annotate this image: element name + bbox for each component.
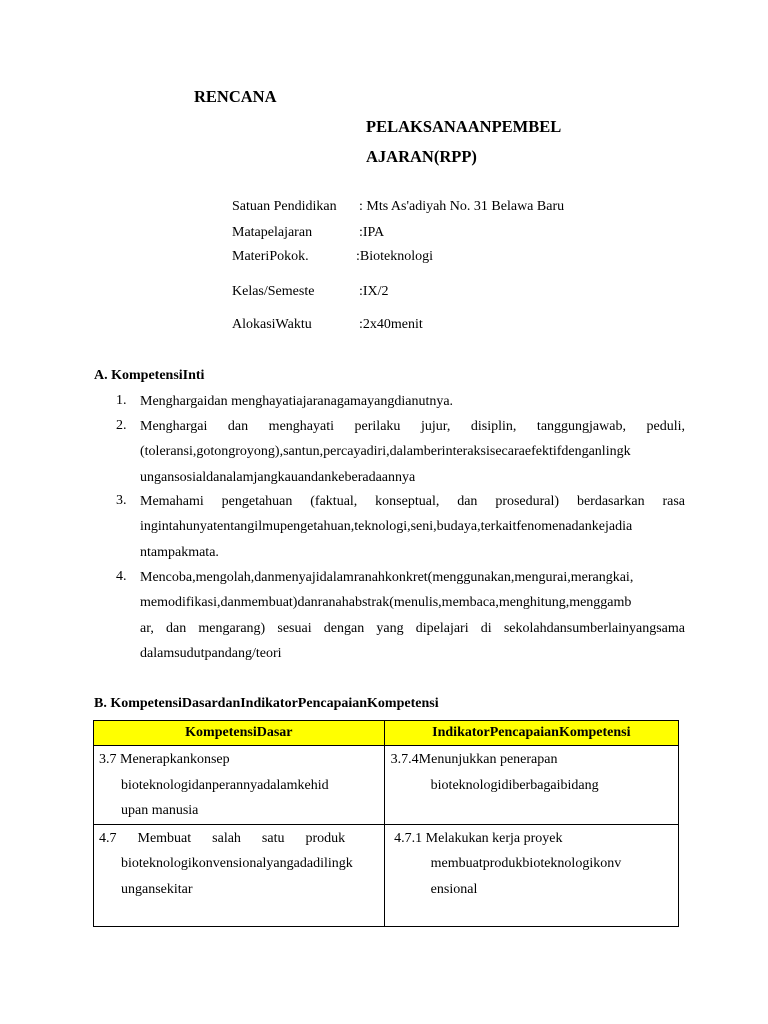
ipk-cont-line: ensional bbox=[430, 881, 478, 897]
identity-label-alokasi: AlokasiWaktu bbox=[232, 317, 312, 332]
item-2-number: 2. bbox=[116, 418, 127, 433]
item-3-number: 3. bbox=[116, 493, 127, 508]
section-a-heading: A. KompetensiInti bbox=[94, 368, 205, 383]
identity-value-kelas: :IX/2 bbox=[359, 284, 389, 299]
kd-cell bbox=[94, 824, 385, 926]
identity-value-satuan: : Mts As'adiyah No. 31 Belawa Baru bbox=[359, 199, 565, 214]
item-3-text bbox=[140, 489, 685, 565]
table-header-row bbox=[94, 721, 679, 746]
item-4-line: Mencoba,mengolah,danmenyajidalamranahkonkret(menggunakan,mengurai,merangkai, bbox=[140, 570, 634, 585]
kd-cont-line: ungansekitar bbox=[121, 881, 193, 897]
section-b-heading: B. KompetensiDasardanIndikatorPencapaianKompetensi bbox=[94, 696, 439, 711]
item-3-line: ingintahunyatentangilmupengetahuan,teknologi,seni,budaya,terkaitfenomenadankejadia bbox=[140, 519, 633, 535]
table-row bbox=[94, 746, 679, 825]
ipk-first-line: 3.7.4Menunjukkan penerapan bbox=[390, 752, 558, 767]
kd-cont-line: bioteknologikonvensionalyangadadilingk bbox=[121, 856, 353, 871]
kd-cont-line: bioteknologidanperannyadalamkehid bbox=[121, 777, 329, 793]
item-4-text bbox=[140, 565, 685, 666]
ipk-cont-line: bioteknologidiberbagaibidang bbox=[430, 777, 599, 793]
item-2-line: Menghargai dan menghayati perilaku jujur, disiplin, tanggungjawab, peduli, bbox=[140, 419, 685, 434]
item-4-line: ar, dan mengarang) sesuai dengan yang dipelajari di sekolahdansumberlainyangsama bbox=[140, 620, 685, 636]
identity-value-mapel: :IPA bbox=[359, 225, 385, 240]
item-1-text bbox=[140, 389, 685, 414]
table-header-kd: KompetensiDasar bbox=[94, 721, 385, 746]
item-3-line: Memahami pengetahuan (faktual, konseptual, dan prosedural) berdasarkan rasa bbox=[140, 494, 685, 509]
item-4-line: dalamsudutpandang/teori bbox=[140, 645, 282, 661]
ipk-cell bbox=[384, 824, 678, 926]
item-4-line: memodifikasi,danmembuat)danranahabstrak(menulis,membaca,menghitung,menggamb bbox=[140, 595, 632, 611]
item-3-line: ntampakmata. bbox=[140, 544, 219, 560]
identity-label-materi: MateriPokok. bbox=[232, 249, 309, 264]
title-line-2: PELAKSANAANPEMBEL bbox=[366, 117, 562, 136]
item-2-text bbox=[140, 414, 685, 490]
identity-value-alokasi: :2x40menit bbox=[359, 317, 423, 332]
item-2-line: ungansosialdanalamjangkauandankeberadaannya bbox=[140, 469, 416, 485]
ipk-cont-line: membuatprodukbioteknologikonv bbox=[430, 856, 622, 871]
identity-label-kelas: Kelas/Semeste bbox=[232, 284, 315, 299]
table-row bbox=[94, 824, 679, 926]
ipk-first-line: 4.7.1 Melakukan kerja proyek bbox=[390, 830, 563, 846]
title-line-3: AJARAN(RPP) bbox=[366, 147, 477, 166]
identity-value-materi: :Bioteknologi bbox=[356, 249, 433, 264]
title-line-1: RENCANA bbox=[194, 87, 277, 106]
item-1-number: 1. bbox=[116, 393, 127, 408]
kd-cont-line: upan manusia bbox=[121, 803, 199, 818]
kd-first-line: 3.7 Menerapkankonsep bbox=[99, 752, 230, 767]
kd-first-line: 4.7 Membuat salah satu produk bbox=[99, 830, 346, 846]
item-1-line: Menghargaidan menghayatiajaranagamayangdianutnya. bbox=[140, 394, 454, 409]
table-header-ipk: IndikatorPencapaianKompetensi bbox=[384, 721, 678, 746]
item-2-line: (toleransi,gotongroyong),santun,percayadiri,dalamberinteraksisecaraefektifdenganlingk bbox=[140, 444, 631, 460]
item-4-number: 4. bbox=[116, 569, 127, 584]
identity-label-satuan: Satuan Pendidikan bbox=[232, 199, 337, 214]
kd-cell bbox=[94, 746, 385, 825]
identity-label-mapel: Matapelajaran bbox=[232, 225, 313, 240]
competency-table bbox=[93, 720, 679, 927]
ipk-cell bbox=[384, 746, 678, 825]
